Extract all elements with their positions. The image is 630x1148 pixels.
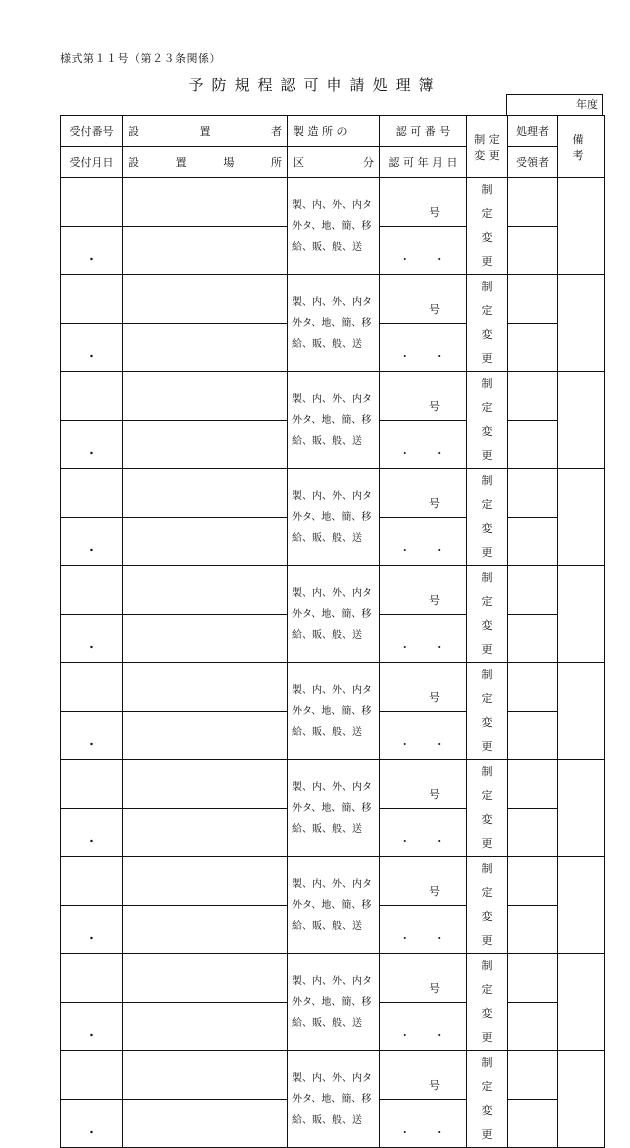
category-line-2: 外タ、地、簡、移 [292,705,372,717]
change-label: 変 更 [481,522,497,559]
category-line-3: 給、販、般、送 [292,435,362,447]
establish-change-cell[interactable] [467,178,508,275]
approval-number-cell[interactable]: 号 [380,760,467,809]
entry-row-top [61,663,605,712]
category-line-3: 給、販、般、送 [292,338,362,350]
processor-cell[interactable] [508,566,558,615]
approval-date-cell[interactable]: ・ ・ [380,226,467,275]
approval-date-cell[interactable]: ・ ・ [380,420,467,469]
approval-date-cell[interactable]: ・ ・ [380,1002,467,1051]
change-label: 変 更 [481,716,497,753]
location-cell[interactable] [123,226,288,275]
location-cell[interactable] [123,614,288,663]
approval-date-cell[interactable]: ・ ・ [380,711,467,760]
reception-date-cell[interactable]: ・ [61,808,123,857]
installer-cell[interactable] [123,663,288,712]
recipient-cell[interactable] [508,420,558,469]
category-line-1: 製、内、外、内タ [292,684,372,696]
installer-cell[interactable] [123,954,288,1003]
location-cell[interactable] [123,1002,288,1051]
category-line-3: 給、販、般、送 [292,1114,362,1126]
category-line-2: 外タ、地、簡、移 [292,511,372,523]
col-approval-date: 認 可 年 月 日 [380,147,467,178]
installer-cell[interactable] [123,275,288,324]
remarks-cell[interactable] [558,857,605,954]
reception-date-cell[interactable]: ・ [61,517,123,566]
establish-label: 制 定 [481,959,497,996]
reception-date-cell[interactable]: ・ [61,614,123,663]
reception-number-cell[interactable] [61,275,123,324]
establish-change-cell[interactable] [467,954,508,1051]
approval-date-cell[interactable]: ・ ・ [380,614,467,663]
remarks-cell[interactable] [558,760,605,857]
processor-cell[interactable] [508,663,558,712]
category-line-1: 製、内、外、内タ [292,296,372,308]
reception-date-cell[interactable]: ・ [61,1099,123,1148]
establish-label: 制 定 [481,1056,497,1093]
establish-label: 制 定 [481,668,497,705]
facility-category-cell[interactable] [288,275,380,372]
facility-category-cell[interactable] [288,954,380,1051]
category-line-1: 製、内、外、内タ [292,878,372,890]
establish-label: 制 定 [481,280,497,317]
establish-change-cell[interactable] [467,566,508,663]
entry-row-top [61,760,605,809]
reception-number-cell[interactable] [61,566,123,615]
processor-cell[interactable] [508,372,558,421]
approval-number-cell[interactable]: 号 [380,178,467,227]
facility-category-cell[interactable] [288,663,380,760]
reception-date-cell[interactable]: ・ [61,323,123,372]
installer-cell[interactable] [123,372,288,421]
approval-date-cell[interactable]: ・ ・ [380,905,467,954]
entry-row-top [61,372,605,421]
approval-number-cell[interactable]: 号 [380,469,467,518]
reception-date-cell[interactable]: ・ [61,711,123,760]
location-cell[interactable] [123,1099,288,1148]
change-label: 変 更 [481,231,497,268]
col-facility-type-bottom-right: 分 [363,156,374,169]
col-installer-part-1: 設 [128,125,139,138]
col-recipient: 受領者 [508,147,558,178]
change-label: 変 更 [481,910,497,947]
facility-category-cell[interactable] [288,857,380,954]
location-cell[interactable] [123,323,288,372]
category-line-1: 製、内、外、内タ [292,490,372,502]
category-line-3: 給、販、般、送 [292,629,362,641]
entry-row-top [61,1051,605,1100]
recipient-cell[interactable] [508,517,558,566]
remarks-cell[interactable] [558,178,605,275]
change-label: 変 更 [481,328,497,365]
facility-category-cell[interactable] [288,566,380,663]
installer-cell[interactable] [123,178,288,227]
approval-number-cell[interactable]: 号 [380,275,467,324]
location-cell[interactable] [123,420,288,469]
col-location [123,147,288,178]
category-line-1: 製、内、外、内タ [292,393,372,405]
category-line-3: 給、販、般、送 [292,920,362,932]
recipient-cell[interactable] [508,1002,558,1051]
category-line-3: 給、販、般、送 [292,823,362,835]
entry-row-top [61,178,605,227]
reception-number-cell[interactable] [61,760,123,809]
approval-date-cell[interactable]: ・ ・ [380,1099,467,1148]
reception-number-cell[interactable] [61,857,123,906]
installer-cell[interactable] [123,1051,288,1100]
remarks-cell[interactable] [558,275,605,372]
col-remarks: 備 考 [558,116,605,178]
processing-register-table [60,115,605,1148]
recipient-cell[interactable] [508,711,558,760]
header-row-1 [61,116,605,147]
installer-cell[interactable] [123,857,288,906]
establish-label: 制 定 [481,571,497,608]
recipient-cell[interactable] [508,1099,558,1148]
col-location-part-3: 場 [223,156,235,169]
category-line-2: 外タ、地、簡、移 [292,802,372,814]
category-line-3: 給、販、般、送 [292,241,362,253]
approval-number-cell[interactable]: 号 [380,857,467,906]
col-facility-type-bottom [288,147,380,178]
col-location-part-2: 置 [175,156,187,169]
location-cell[interactable] [123,711,288,760]
facility-category-cell[interactable] [288,469,380,566]
installer-cell[interactable] [123,469,288,518]
establish-change-cell[interactable] [467,857,508,954]
reception-number-cell[interactable] [61,954,123,1003]
change-label: 変 更 [481,619,497,656]
reception-number-cell[interactable] [61,372,123,421]
col-location-part-4: 所 [270,156,282,169]
header-row-2 [61,147,605,178]
establish-label: 制 定 [481,183,497,220]
establish-label: 制 定 [481,765,497,802]
approval-date-cell[interactable]: ・ ・ [380,323,467,372]
approval-number-cell[interactable]: 号 [380,954,467,1003]
approval-date-cell[interactable]: ・ ・ [380,808,467,857]
remarks-cell[interactable] [558,372,605,469]
processor-cell[interactable] [508,857,558,906]
approval-number-cell[interactable]: 号 [380,1051,467,1100]
category-line-2: 外タ、地、簡、移 [292,1093,372,1105]
change-label: 変 更 [481,425,497,462]
establish-label: 制 定 [481,474,497,511]
establish-change-cell[interactable] [467,275,508,372]
installer-cell[interactable] [123,566,288,615]
change-label: 変 更 [481,1007,497,1044]
reception-date-cell[interactable]: ・ [61,226,123,275]
establish-change-cell[interactable] [467,663,508,760]
installer-cell[interactable] [123,760,288,809]
col-processor: 処理者 [508,116,558,147]
location-cell[interactable] [123,808,288,857]
entry-row-top [61,566,605,615]
fiscal-year-field[interactable]: 年度 [506,94,603,116]
recipient-cell[interactable] [508,808,558,857]
change-label: 変 更 [481,813,497,850]
change-label: 変 更 [481,1104,497,1141]
reception-number-cell[interactable] [61,178,123,227]
col-approval-number: 認 可 番 号 [380,116,467,147]
recipient-cell[interactable] [508,614,558,663]
location-cell[interactable] [123,905,288,954]
establish-change-cell[interactable] [467,469,508,566]
recipient-cell[interactable] [508,905,558,954]
category-line-2: 外タ、地、簡、移 [292,996,372,1008]
category-line-1: 製、内、外、内タ [292,1072,372,1084]
location-cell[interactable] [123,517,288,566]
processor-cell[interactable] [508,178,558,227]
reception-number-cell[interactable] [61,1051,123,1100]
approval-date-cell[interactable]: ・ ・ [380,517,467,566]
col-installer-part-3: 者 [271,125,282,138]
reception-date-cell[interactable]: ・ [61,420,123,469]
recipient-cell[interactable] [508,226,558,275]
page-title: 予防規程認可申請処理簿 [188,76,442,94]
remarks-cell[interactable] [558,1051,605,1148]
category-line-2: 外タ、地、簡、移 [292,414,372,426]
category-line-2: 外タ、地、簡、移 [292,608,372,620]
facility-category-cell[interactable] [288,760,380,857]
col-reception-number: 受付番号 [61,116,123,147]
category-line-2: 外タ、地、簡、移 [292,220,372,232]
col-facility-type-bottom-left: 区 [293,156,304,169]
recipient-cell[interactable] [508,323,558,372]
remarks-cell[interactable] [558,663,605,760]
col-installer [123,116,288,147]
category-line-1: 製、内、外、内タ [292,975,372,987]
entry-row-top [61,275,605,324]
establish-change-cell[interactable] [467,1051,508,1148]
facility-category-cell[interactable] [288,178,380,275]
category-line-1: 製、内、外、内タ [292,199,372,211]
col-reception-date: 受付月日 [61,147,123,178]
processor-cell[interactable] [508,954,558,1003]
entry-row-top [61,857,605,906]
category-line-3: 給、販、般、送 [292,532,362,544]
approval-number-cell[interactable]: 号 [380,663,467,712]
remarks-cell[interactable] [558,469,605,566]
col-establish: 制 定 [474,132,500,146]
form-number: 様式第１１号（第２３条関係） [60,52,221,65]
col-installer-part-2: 置 [199,125,211,138]
remarks-cell[interactable] [558,954,605,1051]
processor-cell[interactable] [508,469,558,518]
establish-label: 制 定 [481,862,497,899]
category-line-2: 外タ、地、簡、移 [292,317,372,329]
facility-category-cell[interactable] [288,1051,380,1148]
category-line-2: 外タ、地、簡、移 [292,899,372,911]
category-line-3: 給、販、般、送 [292,1017,362,1029]
establish-change-cell[interactable] [467,372,508,469]
col-location-part-1: 設 [128,156,139,169]
reception-number-cell[interactable] [61,469,123,518]
processor-cell[interactable] [508,275,558,324]
category-line-3: 給、販、般、送 [292,726,362,738]
category-line-1: 製、内、外、内タ [292,587,372,599]
approval-number-cell[interactable]: 号 [380,372,467,421]
entry-row-top [61,469,605,518]
remarks-cell[interactable] [558,566,605,663]
reception-date-cell[interactable]: ・ [61,905,123,954]
col-change: 変 更 [474,148,500,162]
facility-category-cell[interactable] [288,372,380,469]
col-facility-type-top: 製 造 所 の [288,116,380,147]
establish-change-cell[interactable] [467,760,508,857]
reception-number-cell[interactable] [61,663,123,712]
processor-cell[interactable] [508,1051,558,1100]
approval-number-cell[interactable]: 号 [380,566,467,615]
establish-label: 制 定 [481,377,497,414]
processor-cell[interactable] [508,760,558,809]
category-line-1: 製、内、外、内タ [292,781,372,793]
reception-date-cell[interactable]: ・ [61,1002,123,1051]
col-establish-change [467,116,508,178]
entry-row-top [61,954,605,1003]
